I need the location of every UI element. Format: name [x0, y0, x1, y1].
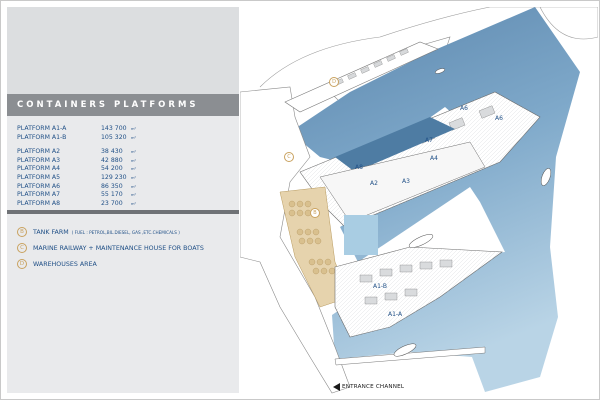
turning-basin: [344, 215, 378, 255]
platform-area: 55 170: [101, 191, 123, 199]
entrance-channel-label: ENTRANCE CHANNEL: [342, 384, 405, 390]
platform-label: A1-A: [388, 311, 403, 318]
platform-unit: m²: [131, 184, 136, 189]
area-key-note: ( FUEL : PETROL,BIL.DIESEL, GAS ,ETC.CHEMICALS ): [71, 229, 180, 235]
platform-name: PLATFORM A7: [17, 191, 61, 199]
platform-unit: m²: [131, 193, 136, 198]
area-key-tank-farm: [17, 224, 237, 240]
platform-name: PLATFORM A8: [17, 199, 61, 207]
platform-area: 86 350: [101, 182, 123, 190]
legend-panel: [7, 7, 239, 393]
platform-row: [17, 134, 232, 143]
platform-label: A1-B: [373, 283, 387, 290]
platform-name: PLATFORM A2: [17, 148, 61, 156]
platform-unit: m²: [131, 150, 136, 155]
area-badge-marine-railway: C: [284, 152, 294, 162]
platform-label: A4: [430, 155, 438, 162]
legend-divider: [7, 210, 239, 214]
platform-area: 54 200: [101, 165, 123, 173]
platform-name: PLATFORM A1-A: [17, 125, 67, 132]
port-plan-drawing: [240, 7, 598, 396]
platform-name: PLATFORM A4: [17, 165, 61, 173]
platform-row: [17, 174, 232, 183]
port-site-plan: [240, 7, 598, 396]
platform-label: A8: [355, 164, 363, 171]
legend-heading: CONTAINERS PLATFORMS: [17, 100, 199, 110]
area-key-marine-railway: [17, 240, 237, 256]
platform-area: 23 700: [101, 199, 123, 207]
area-key-label: WAREHOUSES AREA: [33, 260, 97, 268]
platform-area: 129 230: [101, 173, 127, 181]
platform-label: A6: [495, 115, 503, 122]
platform-unit: m²: [131, 167, 136, 172]
area-badge-tank-farm: B: [310, 208, 320, 218]
area-badge-warehouses: D: [329, 77, 339, 87]
platform-row: [17, 191, 232, 200]
platform-name: PLATFORM A6: [17, 182, 61, 190]
platform-area: 38 430: [101, 148, 123, 156]
platform-name: PLATFORM A1-B: [17, 133, 67, 141]
platform-area: 42 880: [101, 156, 123, 164]
platform-label: A6: [460, 105, 468, 112]
platform-area: 143 700: [101, 125, 127, 132]
platform-area: 105 320: [101, 133, 127, 141]
legend-header-area: [7, 7, 239, 107]
area-key-label: MARINE RAILWAY + MAINTENANCE HOUSE FOR BOATS: [33, 244, 204, 252]
area-key-list: [17, 224, 237, 272]
platform-unit: m²: [131, 127, 136, 131]
platform-unit: m²: [131, 158, 136, 163]
platform-name: PLATFORM A5: [17, 173, 61, 181]
area-letter-badge: C: [17, 243, 27, 253]
platform-name: PLATFORM A3: [17, 156, 61, 164]
area-letter-badge: D: [17, 259, 27, 269]
platform-list: [17, 125, 232, 208]
platform-label: A2: [370, 180, 378, 187]
platform-row: [17, 200, 232, 209]
platform-row: [17, 148, 232, 157]
area-key-label: TANK FARM: [33, 228, 69, 236]
platform-unit: m²: [131, 201, 136, 206]
platform-row: [17, 165, 232, 174]
platform-row: [17, 157, 232, 166]
platform-label: A3: [402, 178, 410, 185]
platform-unit: m²: [131, 175, 136, 180]
area-letter-badge: B: [17, 227, 27, 237]
area-key-warehouses: [17, 256, 237, 272]
platform-label: A7: [425, 137, 433, 144]
platform-row: [17, 125, 232, 134]
platform-row: [17, 183, 232, 192]
platform-unit: m²: [131, 135, 136, 140]
